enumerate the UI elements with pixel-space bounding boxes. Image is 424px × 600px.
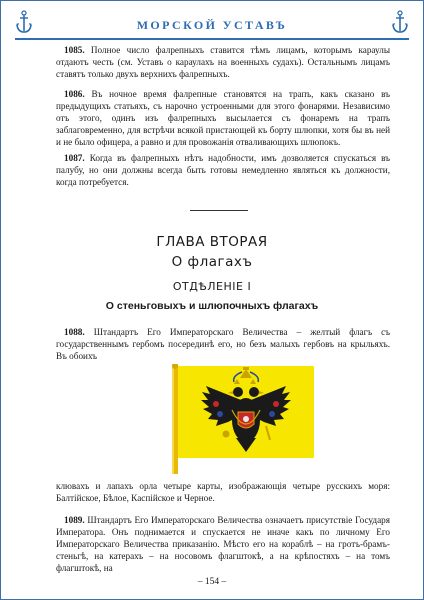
anchor-icon <box>15 10 33 34</box>
article-1085 <box>56 44 390 80</box>
article-1088 <box>56 326 390 362</box>
article-number: 1089. <box>64 515 85 525</box>
article-1086 <box>56 88 390 148</box>
article-text: клювахъ и лапахъ орла четыре карты, изображающія четыре русскихъ моря: Балтійское, Бѣлое, Каспійское и Черное. <box>56 481 390 503</box>
chapter-title: О флагахъ <box>171 254 253 270</box>
article-text: Полное число фалрепныхъ ставится тѣмъ лицамъ, которымъ караулы отдаютъ честь (см. Уставъ о караулахъ на военныхъ судахъ). Остальнымъ лицамъ ставятъ только двухъ верхнихъ фалрепныхъ. <box>56 45 390 79</box>
header-rule <box>15 38 409 40</box>
section-label: ОТДѢЛЕНІЕ I <box>172 280 252 293</box>
section-separator <box>190 210 248 211</box>
chapter-label: ГЛАВА ВТОРАЯ <box>156 234 268 250</box>
page-header <box>15 10 409 40</box>
imperial-standard-flag <box>56 364 390 474</box>
article-1087 <box>56 152 390 188</box>
article-number: 1088. <box>64 327 85 337</box>
article-1089 <box>56 514 390 574</box>
article-text: Когда въ фалрепныхъ нѣтъ надобности, имъ дозволяется спускаться въ палубу, но они должны всегда быть готовы немедленно являться къ должности, когда потребуется. <box>56 153 390 187</box>
anchor-icon <box>391 10 409 34</box>
page-number: – 154 – <box>197 577 227 587</box>
header-title: МОРСКОЙ УСТАВЪ <box>136 18 288 32</box>
article-number: 1087. <box>64 153 85 163</box>
article-number: 1086. <box>64 89 85 99</box>
article-text: Штандартъ Его Императорскаго Величества – желтый флагъ съ государственнымъ гербомъ посерединѣ его, но безъ малыхъ гербовъ на крыльяхъ. Въ обоихъ <box>56 327 390 361</box>
imperial-standard-illustration <box>56 364 390 474</box>
article-number: 1085. <box>64 45 85 55</box>
article-1088-continued <box>56 480 390 504</box>
article-text: Штандартъ Его Императорскаго Величества означаетъ присутствіе Государя Императора. Онъ поднимается и спускается не иначе какъ по личному Его Императорскаго Величества приказанію. Мѣсто его на кораблѣ – на гротъ-брамъ-стеньгѣ, на катерахъ – на носовомъ флагштокѣ, а на крѣпостяхъ – на томъ флагштокѣ, на <box>56 515 390 573</box>
section-title: О стеньговыхъ и шлюпочныхъ флагахъ <box>105 300 319 312</box>
article-text: Въ ночное время фалрепные становятся на трапъ, какъ сказано въ предыдущихъ статьяхъ, съ нарочно устроенными для этого фонарями. Независимо отъ этого, одинъ изъ фалрепныхъ высылается съ фонаремъ на трапъ заблаговременно, для встрѣчи всякой пристающей къ борту шлюпки, хотя бы въ ней и не было офицера, а равно и для провожанія отваливающихъ шлюпокъ. <box>56 89 390 147</box>
